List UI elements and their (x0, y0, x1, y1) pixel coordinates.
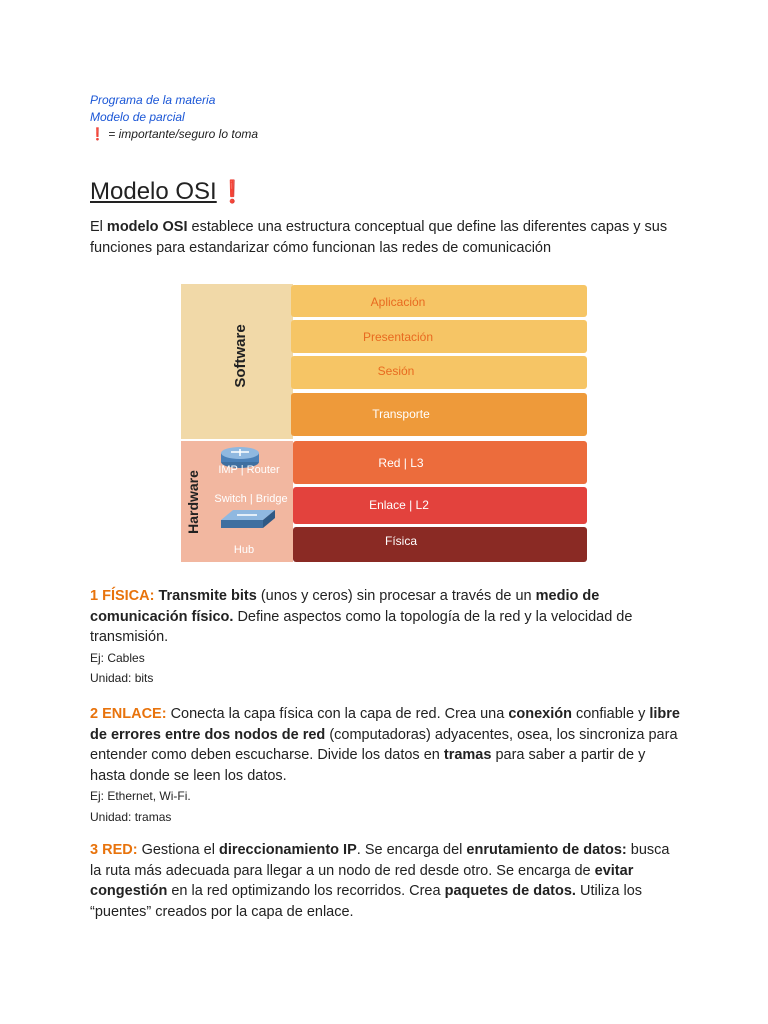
example-text: Ej: Cables (90, 650, 145, 665)
layer-red (293, 441, 587, 484)
intro-paragraph: El modelo OSI establece una estructura conceptual que define las diferentes capas y sus funciones para estandarizar cómo funcionan las redes de comunicación (90, 219, 668, 256)
device-label: IMP | Router (218, 464, 280, 476)
layer-label: Física (384, 534, 418, 548)
example-text: Ej: Ethernet, Wi-Fi. (90, 789, 191, 803)
layer-fisica (293, 527, 587, 562)
layer-label: Transporte (372, 407, 430, 421)
hardware-label: Hardware (185, 470, 201, 534)
exclamation-icon: ❗ (90, 127, 105, 141)
layer-presentacion (291, 320, 587, 353)
device-label: Switch | Bridge (214, 493, 288, 505)
layer-aplicacion (291, 285, 587, 317)
layer-label: Aplicación (370, 295, 426, 309)
layer-label: Red | L3 (378, 456, 424, 470)
exclamation-icon: ❗ (218, 179, 247, 204)
osi-diagram (181, 284, 587, 562)
device-label: Hub (233, 544, 255, 556)
unit-text: Unidad: bits (90, 671, 154, 685)
legend-text: = importante/seguro lo toma (104, 127, 259, 141)
section-fisica: 1 FÍSICA: Transmite bits (unos y ceros) sin procesar a través de un medio de comunicación físico. Define aspectos como la topología de la red y la velocidad de transmisión. Ej: Cables Unidad: bits (90, 588, 633, 685)
unit-text: Unidad: tramas (90, 809, 172, 824)
header-links (90, 92, 258, 143)
title-text: Modelo OSI (90, 178, 217, 205)
layer-label: Presentación (362, 330, 434, 344)
layer-enlace (293, 487, 587, 524)
layer-sesion (291, 356, 587, 389)
page-title (90, 178, 246, 206)
layer-label: Enlace | L2 (369, 498, 429, 512)
programa-link[interactable]: Programa de la materia (90, 93, 216, 107)
layer-transporte (291, 393, 587, 436)
section-enlace: 2 ENLACE: Conecta la capa física con la capa de red. Crea una conexión confiable y libre de errores entre dos nodos de red (computadoras) adyacentes, osea, los sincroniza para entender como deben escucharse. Divide los datos en tramas para saber a partir de y hasta donde se leen los datos. Ej: Ethernet, Wi-Fi. Unidad: tramas (90, 706, 680, 824)
layer-label: Sesión (377, 364, 415, 378)
section-red: 3 RED: Gestiona el direccionamiento IP. Se encarga del enrutamiento de datos: busca la ruta más adecuada para llegar a un nodo de red desde otro. Se encarga de evitar congestión en la red optimizando los recorridos. Crea paquetes de datos. Utiliza los “puentes” creados por la capa de enlace. (90, 842, 670, 920)
legend-note (90, 126, 258, 143)
software-label: Software (232, 324, 249, 388)
modelo-parcial-link[interactable]: Modelo de parcial (90, 110, 185, 124)
